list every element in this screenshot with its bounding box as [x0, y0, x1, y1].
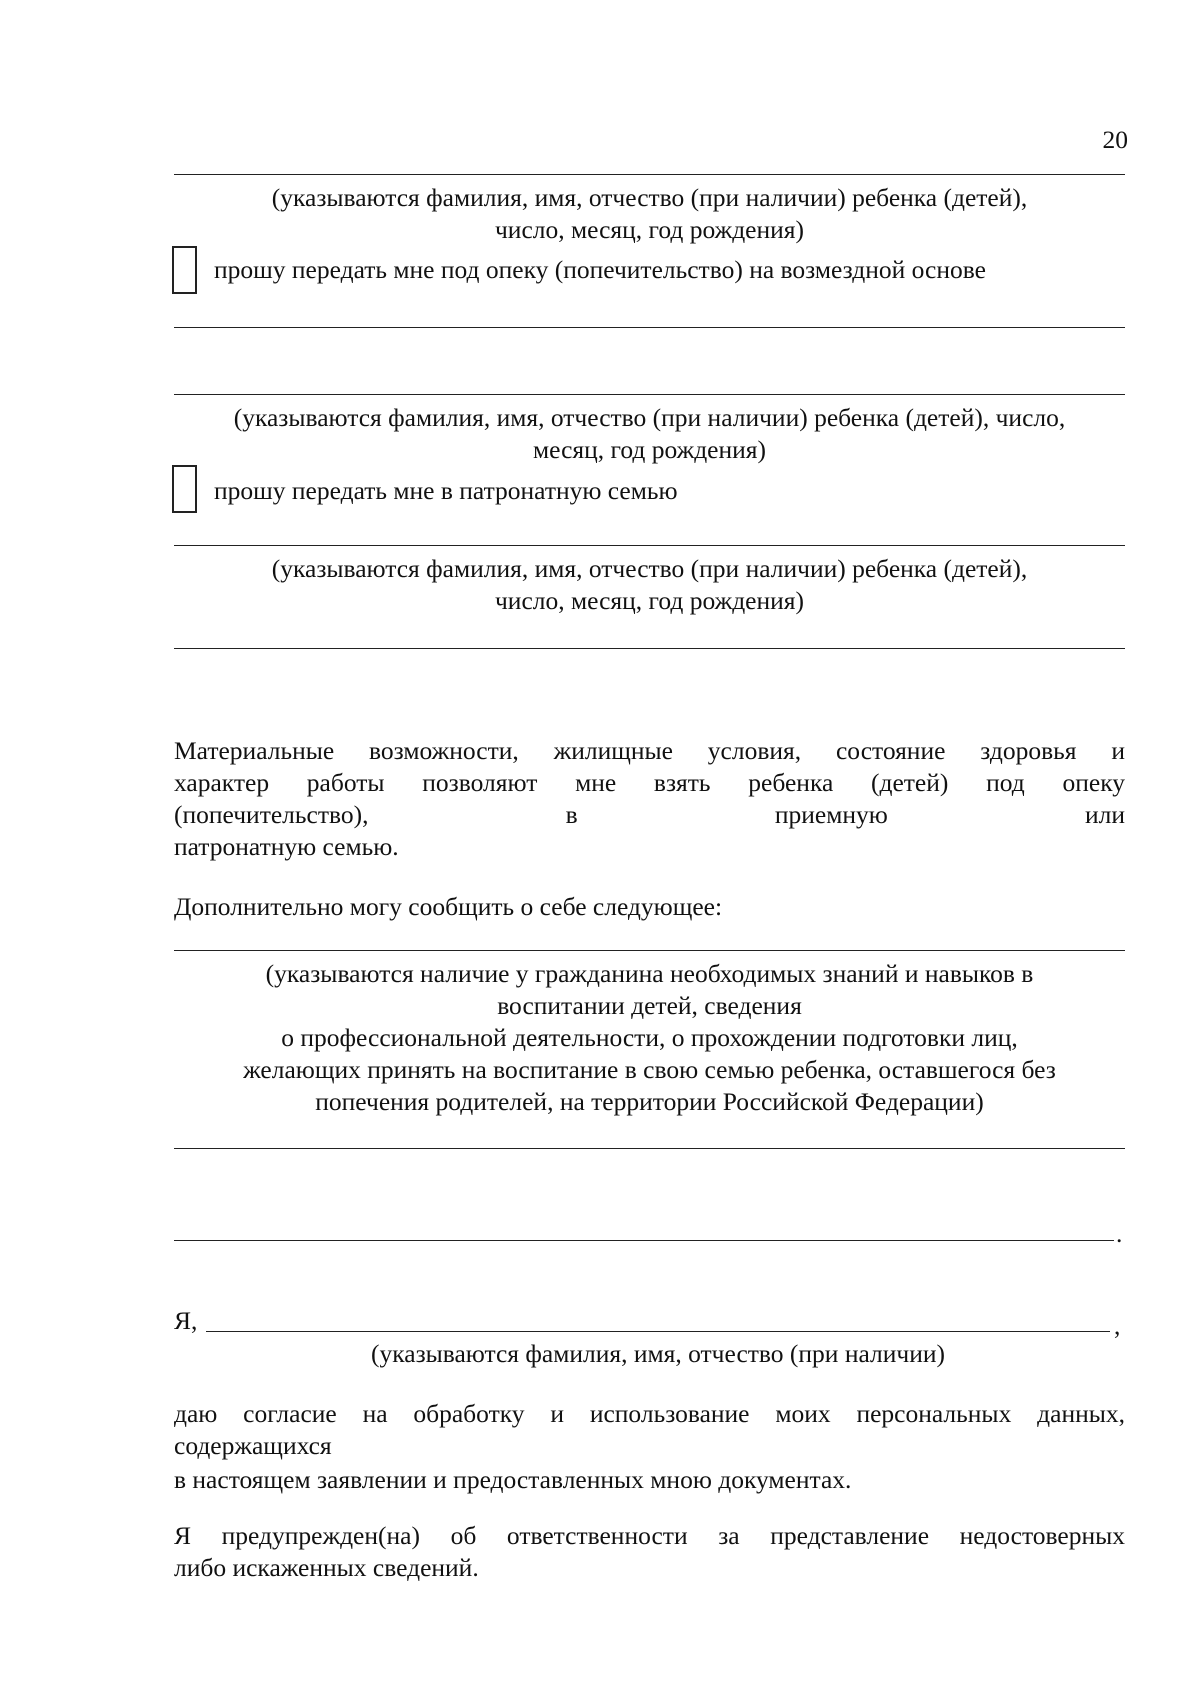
note-line: воспитании детей, сведения	[497, 991, 802, 1020]
consent-paragraph	[174, 1398, 1125, 1496]
blank-line[interactable]	[174, 648, 1125, 649]
child-info-line[interactable]	[174, 545, 1125, 546]
paid-guardianship-line[interactable]	[174, 327, 1125, 328]
note-line: желающих принять на воспитание в свою семью ребенка, оставшегося без	[243, 1055, 1056, 1084]
note-line: (указываются фамилия, имя, отчество (при наличии) ребенка (детей),	[271, 183, 1028, 212]
note-line: (указываются фамилия, имя, отчество (при наличии) ребенка (детей),	[271, 554, 1028, 583]
paragraph-line	[174, 799, 1125, 831]
full-name-note: (указываются фамилия, имя, отчество (при наличии)	[371, 1339, 945, 1368]
additional-info-line[interactable]	[174, 950, 1125, 951]
paragraph-line: Я предупрежден(на) об ответственности за представление недостоверных	[174, 1521, 1125, 1550]
paragraph-word: или	[1084, 800, 1125, 829]
paragraph-line: либо искаженных сведений.	[174, 1553, 479, 1582]
child-info-line[interactable]	[174, 174, 1125, 175]
paragraph-line	[174, 767, 1125, 799]
full-name-field[interactable]	[206, 1331, 1110, 1332]
paragraph-line: патронатную семью.	[174, 832, 399, 861]
consent-suffix: ,	[1114, 1311, 1121, 1340]
note-line: число, месяц, год рождения)	[494, 586, 805, 615]
paragraph-word: приемную	[774, 800, 888, 829]
note-line: месяц, год рождения)	[532, 435, 766, 464]
foster-family-checkbox[interactable]	[172, 465, 197, 513]
paid-guardianship-checkbox[interactable]	[172, 246, 197, 294]
paragraph-word: (попечительство),	[174, 800, 369, 829]
paragraph-text: характер работы позволяют мне взять ребенка (детей) под опеку	[174, 768, 1125, 797]
paragraph-text: Материальные возможности, жилищные условия, состояние здоровья и	[174, 736, 1125, 765]
child-info-line[interactable]	[174, 394, 1125, 395]
child-info-note	[174, 182, 1125, 246]
note-line: попечения родителей, на территории Российской Федерации)	[315, 1087, 984, 1116]
trailing-period: .	[1116, 1219, 1123, 1248]
child-info-note	[174, 402, 1125, 466]
additional-info-line[interactable]	[174, 1148, 1125, 1149]
foster-family-label: прошу передать мне в патронатную семью	[214, 476, 678, 505]
paragraph-line	[174, 735, 1125, 767]
note-line: (указываются фамилия, имя, отчество (при наличии) ребенка (детей), число,	[233, 403, 1066, 432]
paragraph-line: даю согласие на обработку и использование моих персональных данных,	[174, 1399, 1125, 1428]
paragraph-line: содержащихся	[174, 1431, 332, 1460]
note-line: (указываются наличие у гражданина необходимых знаний и навыков в	[265, 959, 1034, 988]
additional-info-heading: Дополнительно могу сообщить о себе следующее:	[174, 892, 723, 921]
paid-guardianship-label: прошу передать мне под опеку (попечительство) на возмездной основе	[214, 255, 986, 284]
additional-info-note	[174, 958, 1125, 1118]
additional-info-line[interactable]	[174, 1240, 1114, 1241]
page-number: 20	[1102, 125, 1128, 154]
paragraph-line: в настоящем заявлении и предоставленных мною документах.	[174, 1465, 852, 1494]
note-line: о профессиональной деятельности, о прохождении подготовки лиц,	[281, 1023, 1018, 1052]
note-line: число, месяц, год рождения)	[494, 215, 805, 244]
child-info-note	[174, 553, 1125, 617]
warning-paragraph	[174, 1520, 1125, 1584]
material-conditions-paragraph	[174, 735, 1125, 863]
paragraph-word: в	[565, 800, 578, 829]
consent-prefix: Я,	[174, 1306, 198, 1335]
